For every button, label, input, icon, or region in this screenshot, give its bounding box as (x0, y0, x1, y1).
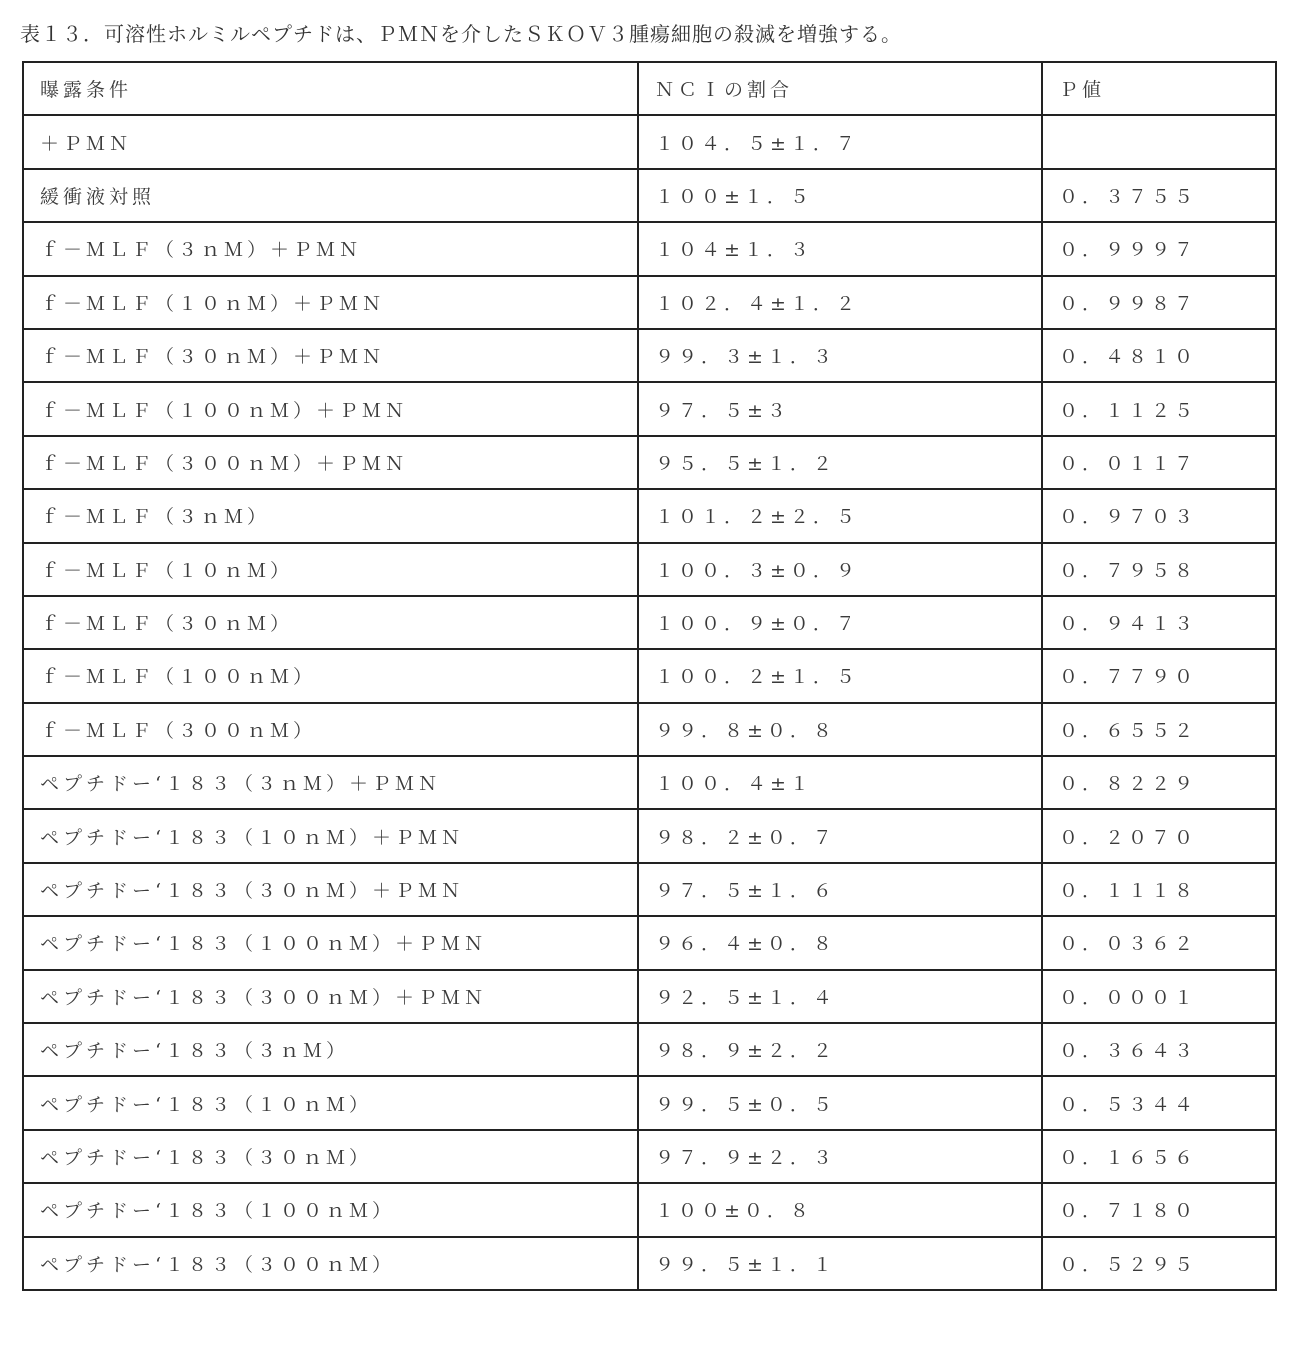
p-value-cell: ０．８２２９ (1042, 756, 1276, 809)
exposure-condition-cell: ｆ－ＭＬＦ（１００ｎＭ） (23, 649, 638, 702)
p-value-cell (1042, 115, 1276, 168)
header-exposure-condition: 曝露条件 (23, 62, 638, 115)
p-value-cell: ０．３７５５ (1042, 169, 1276, 222)
nci-ratio-cell: １０４±１．３ (638, 222, 1042, 275)
exposure-condition-cell: ＋ＰＭＮ (23, 115, 638, 168)
p-value-cell: ０．１１１８ (1042, 863, 1276, 916)
nci-ratio-cell: ９６．４±０．８ (638, 916, 1042, 969)
p-value-cell: ０．０００１ (1042, 970, 1276, 1023)
table-row (23, 329, 1276, 382)
nci-ratio-cell: ９９．５±１．１ (638, 1237, 1042, 1290)
p-value-cell: ０．５２９５ (1042, 1237, 1276, 1290)
exposure-condition-cell: ｆ－ＭＬＦ（３ｎＭ） (23, 489, 638, 542)
table-caption: 表１３．可溶性ホルミルペプチドは、ＰＭＮを介したＳＫＯＶ３腫瘍細胞の殺滅を増強する。 (20, 22, 902, 46)
p-value-cell: ０．７９５８ (1042, 543, 1276, 596)
nci-ratio-cell: １００±１．５ (638, 169, 1042, 222)
header-p-value: Ｐ値 (1042, 62, 1276, 115)
table-row (23, 169, 1276, 222)
table-row (23, 1237, 1276, 1290)
nci-ratio-cell: ９９．８±０．８ (638, 703, 1042, 756)
exposure-condition-cell: ｆ－ＭＬＦ（３００ｎＭ）＋ＰＭＮ (23, 436, 638, 489)
nci-ratio-cell: ９８．２±０．７ (638, 809, 1042, 862)
table-row (23, 1183, 1276, 1236)
nci-ratio-cell: １００．３±０．９ (638, 543, 1042, 596)
table-row (23, 543, 1276, 596)
table-row (23, 382, 1276, 435)
table-row (23, 115, 1276, 168)
nci-ratio-cell: ９７．５±１．６ (638, 863, 1042, 916)
nci-ratio-cell: １００．２±１．５ (638, 649, 1042, 702)
nci-ratio-cell: ９９．３±１．３ (638, 329, 1042, 382)
p-value-cell: ０．１１２５ (1042, 382, 1276, 435)
table-row (23, 222, 1276, 275)
table-row (23, 596, 1276, 649)
table-row (23, 970, 1276, 1023)
header-nci-ratio: ＮＣＩの割合 (638, 62, 1042, 115)
nci-ratio-cell: １０１．２±２．５ (638, 489, 1042, 542)
table-row (23, 276, 1276, 329)
table-row (23, 809, 1276, 862)
exposure-condition-cell: ペプチドー‘１８３（３０ｎＭ） (23, 1130, 638, 1183)
exposure-condition-cell: ｆ－ＭＬＦ（３ｎＭ）＋ＰＭＮ (23, 222, 638, 275)
p-value-cell: ０．９９９７ (1042, 222, 1276, 275)
results-table (22, 61, 1277, 1291)
exposure-condition-cell: 緩衝液対照 (23, 169, 638, 222)
p-value-cell: ０．４８１０ (1042, 329, 1276, 382)
table-row (23, 489, 1276, 542)
p-value-cell: ０．７１８０ (1042, 1183, 1276, 1236)
table-row (23, 1023, 1276, 1076)
p-value-cell: ０．７７９０ (1042, 649, 1276, 702)
nci-ratio-cell: ９９．５±０．５ (638, 1076, 1042, 1129)
table-row (23, 649, 1276, 702)
p-value-cell: ０．０３６２ (1042, 916, 1276, 969)
p-value-cell: ０．１６５６ (1042, 1130, 1276, 1183)
nci-ratio-cell: ９２．５±１．４ (638, 970, 1042, 1023)
p-value-cell: ０．９７０３ (1042, 489, 1276, 542)
nci-ratio-cell: ９７．５±３ (638, 382, 1042, 435)
exposure-condition-cell: ペプチドー‘１８３（１０ｎＭ）＋ＰＭＮ (23, 809, 638, 862)
exposure-condition-cell: ｆ－ＭＬＦ（３０ｎＭ） (23, 596, 638, 649)
exposure-condition-cell: ｆ－ＭＬＦ（３０ｎＭ）＋ＰＭＮ (23, 329, 638, 382)
exposure-condition-cell: ペプチドー‘１８３（１０ｎＭ） (23, 1076, 638, 1129)
exposure-condition-cell: ペプチドー‘１８３（３ｎＭ） (23, 1023, 638, 1076)
p-value-cell: ０．０１１７ (1042, 436, 1276, 489)
p-value-cell: ０．３６４３ (1042, 1023, 1276, 1076)
exposure-condition-cell: ペプチドー‘１８３（３００ｎＭ） (23, 1237, 638, 1290)
nci-ratio-cell: １００．９±０．７ (638, 596, 1042, 649)
table-row (23, 756, 1276, 809)
exposure-condition-cell: ｆ－ＭＬＦ（３００ｎＭ） (23, 703, 638, 756)
exposure-condition-cell: ｆ－ＭＬＦ（１０ｎＭ）＋ＰＭＮ (23, 276, 638, 329)
nci-ratio-cell: １００．４±１ (638, 756, 1042, 809)
table-row (23, 703, 1276, 756)
table-row (23, 436, 1276, 489)
exposure-condition-cell: ペプチドー‘１８３（１００ｎＭ） (23, 1183, 638, 1236)
table-row (23, 1130, 1276, 1183)
p-value-cell: ０．２０７０ (1042, 809, 1276, 862)
p-value-cell: ０．５３４４ (1042, 1076, 1276, 1129)
table-row (23, 1076, 1276, 1129)
nci-ratio-cell: １００±０．８ (638, 1183, 1042, 1236)
exposure-condition-cell: ｆ－ＭＬＦ（１００ｎＭ）＋ＰＭＮ (23, 382, 638, 435)
exposure-condition-cell: ペプチドー‘１８３（１００ｎＭ）＋ＰＭＮ (23, 916, 638, 969)
table-header-row (23, 62, 1276, 115)
table-row (23, 863, 1276, 916)
exposure-condition-cell: ｆ－ＭＬＦ（１０ｎＭ） (23, 543, 638, 596)
p-value-cell: ０．９９８７ (1042, 276, 1276, 329)
exposure-condition-cell: ペプチドー‘１８３（３００ｎＭ）＋ＰＭＮ (23, 970, 638, 1023)
p-value-cell: ０．６５５２ (1042, 703, 1276, 756)
nci-ratio-cell: １０２．４±１．２ (638, 276, 1042, 329)
exposure-condition-cell: ペプチドー‘１８３（３０ｎＭ）＋ＰＭＮ (23, 863, 638, 916)
nci-ratio-cell: ９５．５±１．２ (638, 436, 1042, 489)
nci-ratio-cell: １０４．５±１．７ (638, 115, 1042, 168)
table-row (23, 916, 1276, 969)
p-value-cell: ０．９４１３ (1042, 596, 1276, 649)
exposure-condition-cell: ペプチドー‘１８３（３ｎＭ）＋ＰＭＮ (23, 756, 638, 809)
nci-ratio-cell: ９８．９±２．２ (638, 1023, 1042, 1076)
nci-ratio-cell: ９７．９±２．３ (638, 1130, 1042, 1183)
